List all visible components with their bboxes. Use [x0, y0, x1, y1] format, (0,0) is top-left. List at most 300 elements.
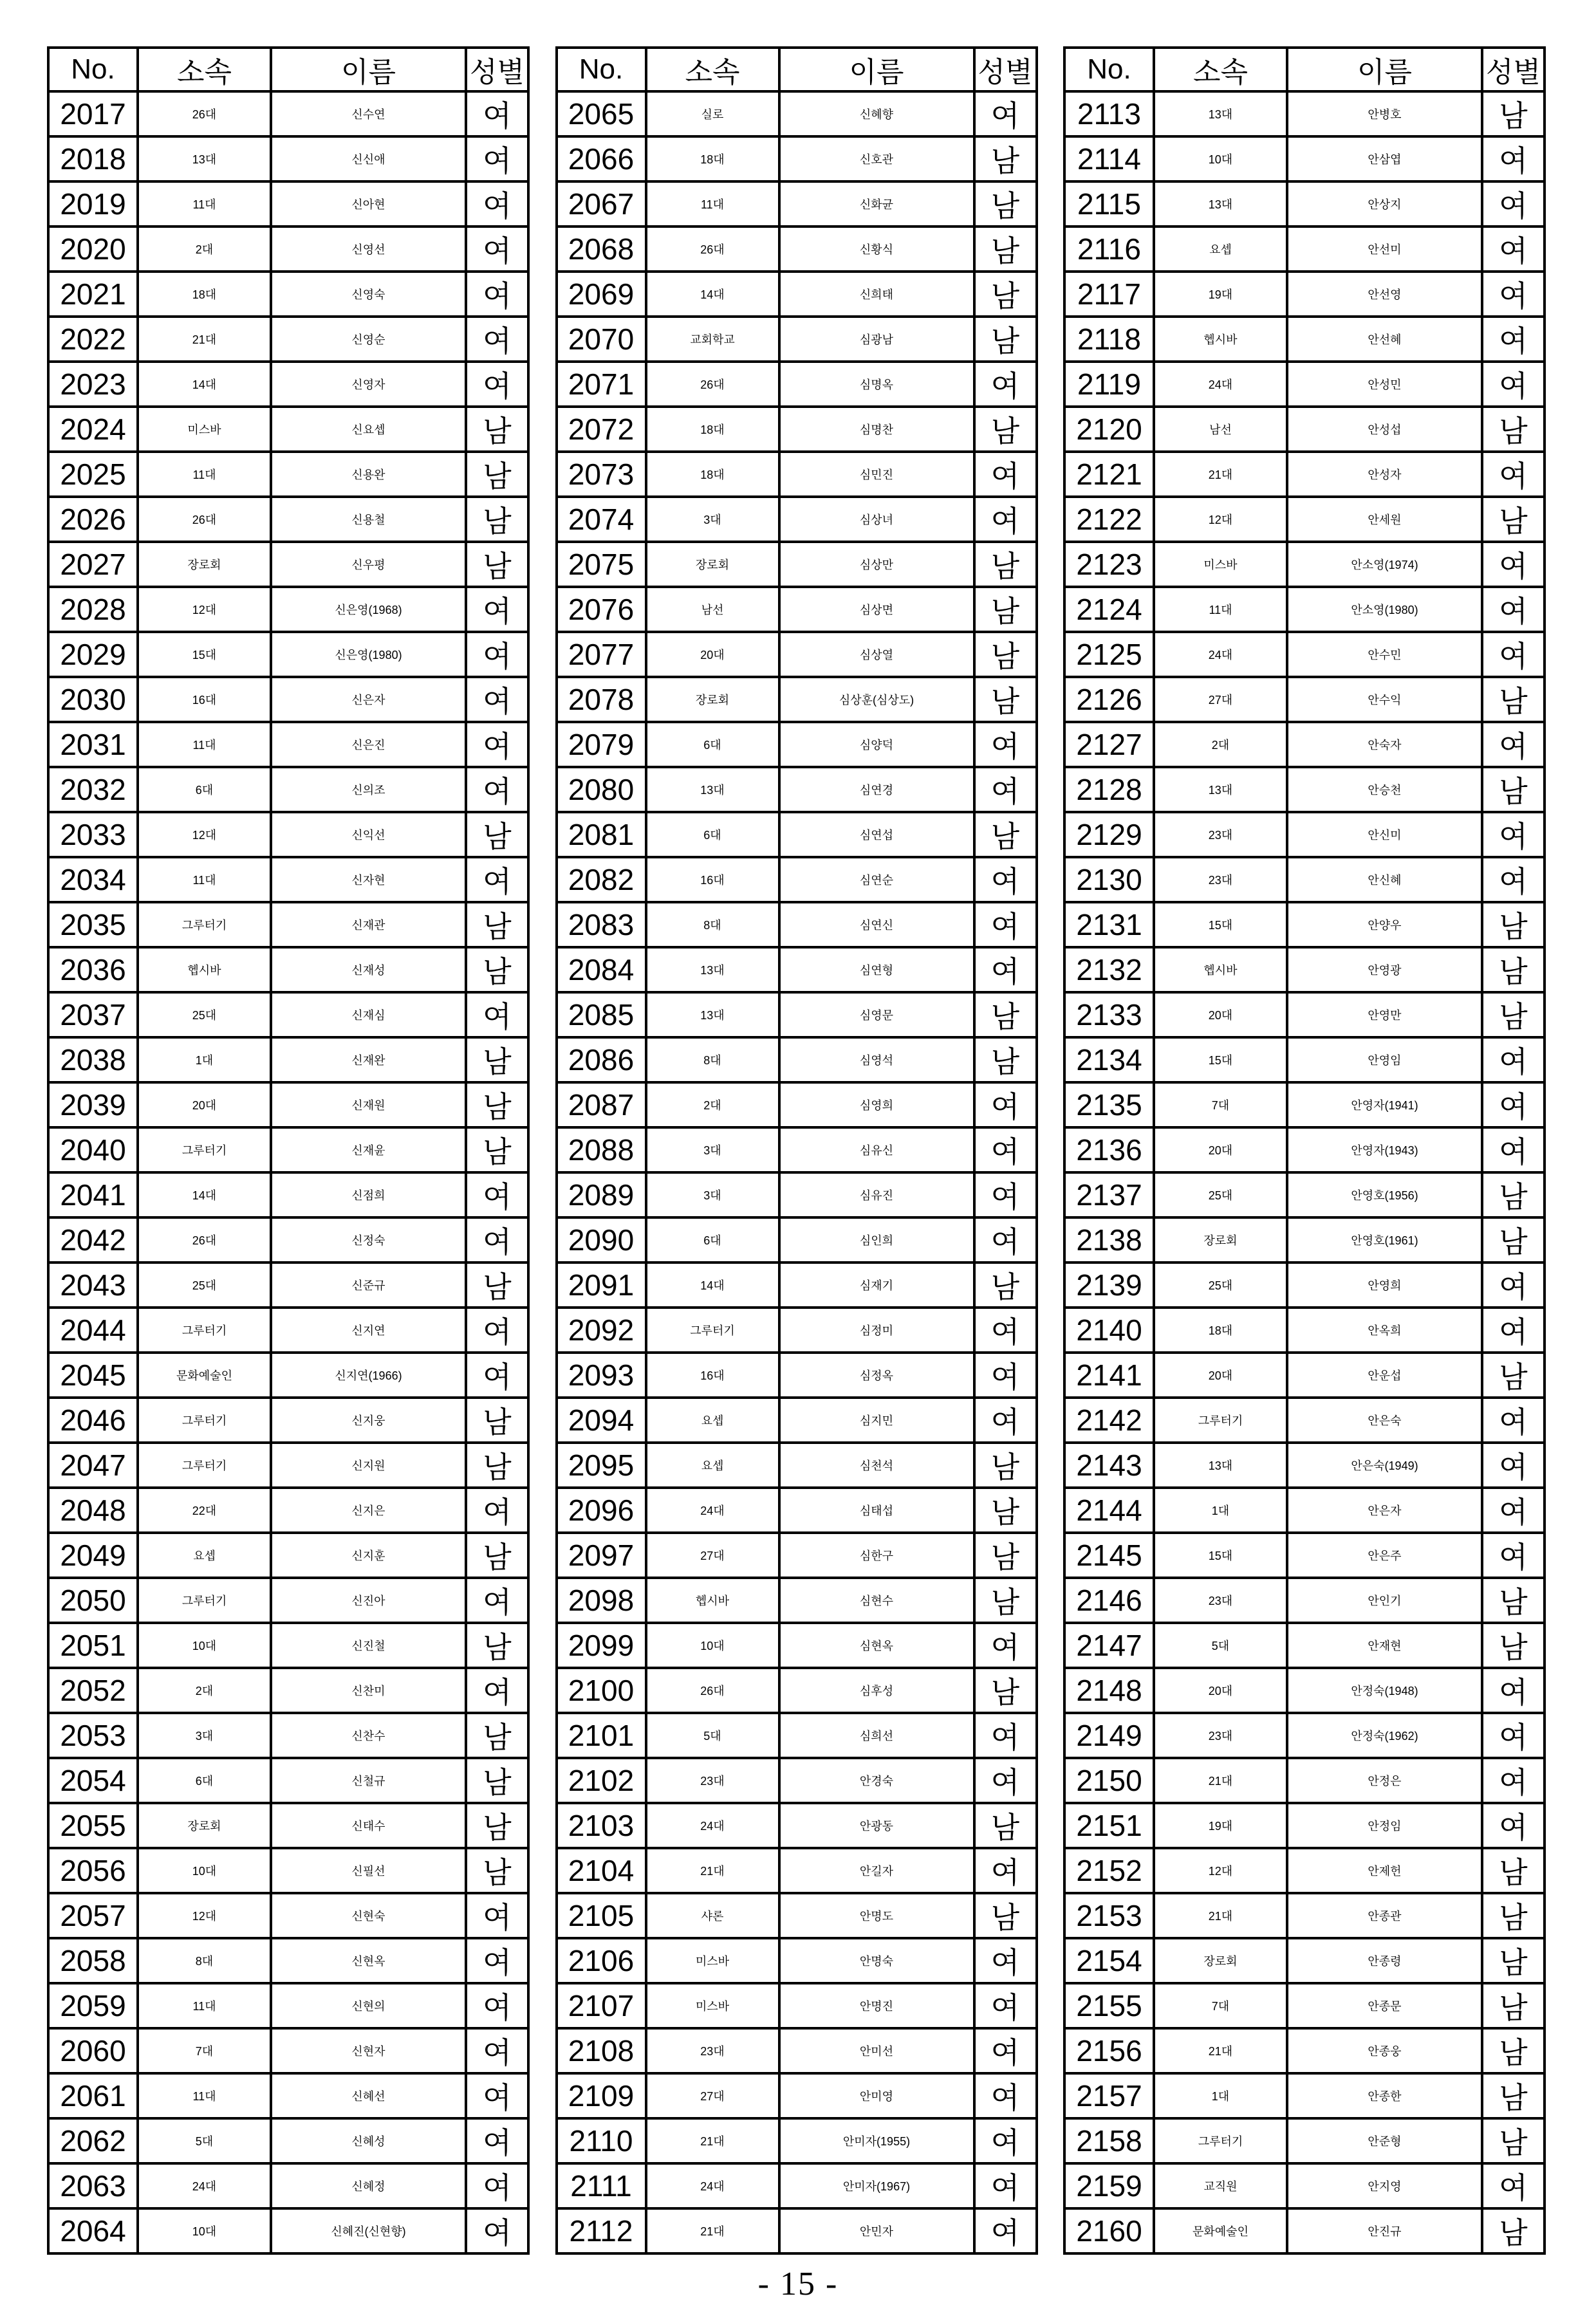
cell-name: 심천석: [779, 1443, 974, 1488]
cell-gender: 여: [466, 677, 528, 722]
cell-name: 심희선: [779, 1713, 974, 1758]
cell-gender: 여: [974, 947, 1037, 992]
cell-no: 2159: [1064, 2163, 1154, 2208]
cell-affiliation: 10대: [138, 2208, 271, 2253]
cell-no: 2143: [1064, 1443, 1154, 1488]
cell-no: 2068: [557, 227, 646, 272]
cell-name: 안준형: [1287, 2118, 1482, 2163]
cell-affiliation: 6대: [138, 1758, 271, 1803]
cell-name: 안수민: [1287, 632, 1482, 677]
cell-no: 2038: [48, 1037, 138, 1082]
cell-no: 2113: [1064, 91, 1154, 136]
cell-gender: 여: [974, 91, 1037, 136]
table-row: [1064, 1533, 1545, 1578]
cell-name: 안정임: [1287, 1803, 1482, 1848]
cell-gender: 여: [974, 2028, 1037, 2073]
cell-name: 신점희: [271, 1172, 466, 1217]
cell-no: 2138: [1064, 1217, 1154, 1262]
table-row: [1064, 1623, 1545, 1668]
cell-affiliation: 24대: [646, 1803, 779, 1848]
cell-name: 안신혜: [1287, 857, 1482, 902]
cell-no: 2085: [557, 992, 646, 1037]
cell-gender: 남: [974, 812, 1037, 857]
cell-name: 신황식: [779, 227, 974, 272]
cell-affiliation: 16대: [646, 1353, 779, 1398]
cell-gender: 여: [466, 1172, 528, 1217]
cell-no: 2053: [48, 1713, 138, 1758]
cell-name: 안종한: [1287, 2073, 1482, 2118]
table-row: [557, 1533, 1037, 1578]
table-row: [48, 1037, 528, 1082]
cell-gender: 남: [466, 902, 528, 947]
cell-no: 2111: [557, 2163, 646, 2208]
cell-no: 2157: [1064, 2073, 1154, 2118]
cell-affiliation: 18대: [646, 407, 779, 452]
cell-gender: 남: [974, 1533, 1037, 1578]
table-row: [1064, 1172, 1545, 1217]
cell-affiliation: 15대: [1154, 1037, 1287, 1082]
cell-gender: 남: [1482, 2118, 1545, 2163]
col-header-affiliation: 소속: [646, 48, 779, 91]
cell-gender: 남: [974, 136, 1037, 181]
table-row: [557, 767, 1037, 812]
table-row: [1064, 992, 1545, 1037]
cell-gender: 남: [1482, 497, 1545, 542]
cell-gender: 남: [974, 1262, 1037, 1308]
cell-affiliation: 27대: [646, 2073, 779, 2118]
cell-affiliation: 20대: [1154, 992, 1287, 1037]
header-row: [557, 48, 1037, 91]
cell-name: 안수익: [1287, 677, 1482, 722]
table-row: [557, 1308, 1037, 1353]
cell-gender: 여: [466, 857, 528, 902]
table-row: [557, 1353, 1037, 1398]
cell-gender: 남: [466, 542, 528, 587]
cell-affiliation: 7대: [1154, 1082, 1287, 1127]
cell-no: 2043: [48, 1262, 138, 1308]
cell-gender: 여: [1482, 1533, 1545, 1578]
table-row: [1064, 2028, 1545, 2073]
cell-gender: 여: [1482, 136, 1545, 181]
cell-name: 심상녀: [779, 497, 974, 542]
col-header-gender: 성별: [1482, 48, 1545, 91]
cell-gender: 여: [974, 1713, 1037, 1758]
cell-no: 2054: [48, 1758, 138, 1803]
cell-name: 안선영: [1287, 272, 1482, 317]
cell-no: 2101: [557, 1713, 646, 1758]
cell-name: 신용완: [271, 452, 466, 497]
cell-no: 2141: [1064, 1353, 1154, 1398]
cell-name: 안미선: [779, 2028, 974, 2073]
cell-no: 2037: [48, 992, 138, 1037]
cell-affiliation: 21대: [138, 317, 271, 362]
cell-no: 2134: [1064, 1037, 1154, 1082]
cell-name: 신영순: [271, 317, 466, 362]
table-row: [48, 2028, 528, 2073]
cell-no: 2094: [557, 1398, 646, 1443]
cell-gender: 여: [466, 1983, 528, 2028]
col-header-affiliation: 소속: [1154, 48, 1287, 91]
cell-gender: 남: [1482, 2073, 1545, 2118]
cell-name: 안정은: [1287, 1758, 1482, 1803]
cell-no: 2148: [1064, 1668, 1154, 1713]
cell-no: 2051: [48, 1623, 138, 1668]
cell-name: 심유신: [779, 1127, 974, 1172]
table-row: [1064, 2073, 1545, 2118]
cell-affiliation: 13대: [646, 947, 779, 992]
cell-gender: 남: [1482, 677, 1545, 722]
cell-affiliation: 15대: [1154, 902, 1287, 947]
table-row: [557, 1758, 1037, 1803]
cell-name: 안광동: [779, 1803, 974, 1848]
cell-gender: 여: [466, 181, 528, 227]
cell-no: 2149: [1064, 1713, 1154, 1758]
cell-affiliation: 23대: [1154, 857, 1287, 902]
cell-affiliation: 26대: [138, 497, 271, 542]
cell-affiliation: 11대: [138, 181, 271, 227]
cell-name: 신우평: [271, 542, 466, 587]
cell-no: 2021: [48, 272, 138, 317]
cell-no: 2098: [557, 1578, 646, 1623]
cell-gender: 남: [466, 1443, 528, 1488]
cell-affiliation: 헵시바: [138, 947, 271, 992]
cell-name: 신은진: [271, 722, 466, 767]
cell-name: 신재윤: [271, 1127, 466, 1172]
table-row: [48, 497, 528, 542]
cell-affiliation: 그루터기: [138, 1443, 271, 1488]
cell-no: 2020: [48, 227, 138, 272]
cell-no: 2152: [1064, 1848, 1154, 1893]
cell-no: 2071: [557, 362, 646, 407]
table-row: [1064, 2208, 1545, 2253]
cell-no: 2144: [1064, 1488, 1154, 1533]
cell-name: 안정숙(1962): [1287, 1713, 1482, 1758]
table-row: [557, 1893, 1037, 1938]
cell-affiliation: 남선: [646, 587, 779, 632]
cell-affiliation: 그루터기: [1154, 1398, 1287, 1443]
cell-gender: 여: [1482, 1713, 1545, 1758]
cell-name: 심정미: [779, 1308, 974, 1353]
table-row: [1064, 1262, 1545, 1308]
cell-no: 2090: [557, 1217, 646, 1262]
table-row: [1064, 362, 1545, 407]
table-row: [48, 767, 528, 812]
table-row: [1064, 587, 1545, 632]
cell-name: 심재기: [779, 1262, 974, 1308]
table-row: [48, 632, 528, 677]
cell-gender: 여: [466, 1668, 528, 1713]
cell-name: 심명찬: [779, 407, 974, 452]
cell-affiliation: 7대: [138, 2028, 271, 2073]
cell-gender: 남: [1482, 91, 1545, 136]
cell-affiliation: 26대: [138, 1217, 271, 1262]
table-row: [1064, 1713, 1545, 1758]
cell-affiliation: 3대: [138, 1713, 271, 1758]
cell-affiliation: 남선: [1154, 407, 1287, 452]
cell-no: 2092: [557, 1308, 646, 1353]
cell-name: 심태섭: [779, 1488, 974, 1533]
table-row: [1064, 317, 1545, 362]
cell-no: 2123: [1064, 542, 1154, 587]
table-row: [557, 272, 1037, 317]
cell-no: 2137: [1064, 1172, 1154, 1217]
cell-affiliation: 23대: [1154, 812, 1287, 857]
cell-affiliation: 요셉: [1154, 227, 1287, 272]
cell-no: 2110: [557, 2118, 646, 2163]
cell-gender: 여: [1482, 1803, 1545, 1848]
cell-gender: 남: [974, 1803, 1037, 1848]
cell-no: 2087: [557, 1082, 646, 1127]
table-row: [557, 1668, 1037, 1713]
cell-gender: 여: [1482, 857, 1545, 902]
cell-gender: 남: [1482, 1848, 1545, 1893]
table-row: [1064, 1578, 1545, 1623]
cell-name: 안소영(1974): [1287, 542, 1482, 587]
cell-gender: 남: [1482, 407, 1545, 452]
cell-affiliation: 2대: [646, 1082, 779, 1127]
cell-gender: 여: [1482, 181, 1545, 227]
cell-affiliation: 19대: [1154, 272, 1287, 317]
cell-name: 신혜선: [271, 2073, 466, 2118]
roster-table-middle: [555, 46, 1038, 2255]
table-row: [48, 1623, 528, 1668]
table-row: [48, 1533, 528, 1578]
cell-affiliation: 장로회: [1154, 1217, 1287, 1262]
cell-name: 신영자: [271, 362, 466, 407]
cell-affiliation: 8대: [646, 1037, 779, 1082]
table-row: [1064, 542, 1545, 587]
cell-name: 안은숙(1949): [1287, 1443, 1482, 1488]
cell-gender: 남: [466, 1623, 528, 1668]
cell-affiliation: 장로회: [646, 677, 779, 722]
cell-gender: 남: [1482, 902, 1545, 947]
cell-name: 안영호(1956): [1287, 1172, 1482, 1217]
cell-gender: 여: [974, 1983, 1037, 2028]
cell-name: 심양덕: [779, 722, 974, 767]
cell-affiliation: 그루터기: [138, 902, 271, 947]
cell-name: 심명옥: [779, 362, 974, 407]
cell-no: 2088: [557, 1127, 646, 1172]
table-row: [48, 1398, 528, 1443]
cell-no: 2142: [1064, 1398, 1154, 1443]
cell-no: 2118: [1064, 317, 1154, 362]
cell-gender: 여: [466, 1893, 528, 1938]
col-header-name: 이름: [1287, 48, 1482, 91]
cell-gender: 여: [974, 767, 1037, 812]
cell-affiliation: 11대: [138, 1983, 271, 2028]
cell-gender: 여: [1482, 227, 1545, 272]
cell-affiliation: 24대: [1154, 362, 1287, 407]
cell-name: 심현수: [779, 1578, 974, 1623]
col-header-affiliation: 소속: [138, 48, 271, 91]
table-row: [557, 1713, 1037, 1758]
cell-affiliation: 1대: [138, 1037, 271, 1082]
cell-no: 2075: [557, 542, 646, 587]
cell-name: 신현숙: [271, 1893, 466, 1938]
cell-no: 2120: [1064, 407, 1154, 452]
cell-no: 2091: [557, 1262, 646, 1308]
cell-affiliation: 장로회: [138, 542, 271, 587]
cell-gender: 남: [1482, 767, 1545, 812]
cell-affiliation: 11대: [138, 452, 271, 497]
cell-no: 2048: [48, 1488, 138, 1533]
cell-affiliation: 2대: [138, 1668, 271, 1713]
cell-gender: 남: [974, 1893, 1037, 1938]
cell-affiliation: 2대: [138, 227, 271, 272]
cell-name: 신정숙: [271, 1217, 466, 1262]
cell-gender: 여: [1482, 362, 1545, 407]
cell-name: 심상만: [779, 542, 974, 587]
table-row: [48, 722, 528, 767]
cell-gender: 여: [466, 1217, 528, 1262]
table-row: [48, 1353, 528, 1398]
cell-no: 2080: [557, 767, 646, 812]
table-row: [48, 1893, 528, 1938]
cell-affiliation: 26대: [138, 91, 271, 136]
cell-name: 안옥희: [1287, 1308, 1482, 1353]
cell-no: 2034: [48, 857, 138, 902]
cell-affiliation: 1대: [1154, 2073, 1287, 2118]
cell-name: 심지민: [779, 1398, 974, 1443]
cell-no: 2052: [48, 1668, 138, 1713]
cell-affiliation: 21대: [646, 2118, 779, 2163]
table-row: [557, 136, 1037, 181]
cell-affiliation: 20대: [138, 1082, 271, 1127]
table-row: [48, 272, 528, 317]
cell-gender: 여: [974, 722, 1037, 767]
cell-name: 심후성: [779, 1668, 974, 1713]
cell-affiliation: 14대: [646, 272, 779, 317]
cell-name: 신익선: [271, 812, 466, 857]
cell-name: 신아현: [271, 181, 466, 227]
cell-affiliation: 25대: [1154, 1172, 1287, 1217]
table-row: [557, 1983, 1037, 2028]
cell-name: 신지은: [271, 1488, 466, 1533]
table-row: [48, 1262, 528, 1308]
cell-name: 신찬수: [271, 1713, 466, 1758]
cell-no: 2126: [1064, 677, 1154, 722]
table-row: [48, 1983, 528, 2028]
col-header-gender: 성별: [466, 48, 528, 91]
cell-gender: 여: [466, 767, 528, 812]
table-row: [48, 2073, 528, 2118]
cell-gender: 남: [1482, 1623, 1545, 1668]
cell-name: 심현옥: [779, 1623, 974, 1668]
table-row: [557, 2073, 1037, 2118]
cell-affiliation: 21대: [1154, 452, 1287, 497]
table-row: [557, 812, 1037, 857]
cell-no: 2017: [48, 91, 138, 136]
table-row: [557, 317, 1037, 362]
cell-no: 2115: [1064, 181, 1154, 227]
cell-affiliation: 25대: [138, 1262, 271, 1308]
cell-affiliation: 16대: [138, 677, 271, 722]
cell-gender: 남: [466, 1848, 528, 1893]
table-row: [557, 1037, 1037, 1082]
cell-affiliation: 24대: [1154, 632, 1287, 677]
cell-no: 2067: [557, 181, 646, 227]
cell-no: 2039: [48, 1082, 138, 1127]
cell-affiliation: 헵시바: [646, 1578, 779, 1623]
cell-gender: 남: [974, 1668, 1037, 1713]
cell-affiliation: 23대: [1154, 1578, 1287, 1623]
cell-affiliation: 헵시바: [1154, 317, 1287, 362]
table-row: [1064, 1353, 1545, 1398]
cell-gender: 남: [466, 1803, 528, 1848]
cell-no: 2032: [48, 767, 138, 812]
table-row: [1064, 91, 1545, 136]
cell-no: 2030: [48, 677, 138, 722]
cell-name: 신용철: [271, 497, 466, 542]
table-row: [1064, 1127, 1545, 1172]
cell-no: 2028: [48, 587, 138, 632]
cell-name: 안선혜: [1287, 317, 1482, 362]
table-row: [557, 1488, 1037, 1533]
table-row: [1064, 767, 1545, 812]
cell-name: 안성자: [1287, 452, 1482, 497]
cell-no: 2105: [557, 1893, 646, 1938]
cell-gender: 남: [466, 407, 528, 452]
cell-gender: 여: [466, 2163, 528, 2208]
cell-gender: 남: [466, 452, 528, 497]
table-row: [48, 91, 528, 136]
cell-gender: 여: [466, 1938, 528, 1983]
cell-no: 2100: [557, 1668, 646, 1713]
cell-name: 심연형: [779, 947, 974, 992]
cell-name: 안영임: [1287, 1037, 1482, 1082]
cell-gender: 여: [466, 136, 528, 181]
cell-no: 2114: [1064, 136, 1154, 181]
cell-affiliation: 11대: [138, 2073, 271, 2118]
cell-no: 2145: [1064, 1533, 1154, 1578]
cell-name: 신재관: [271, 902, 466, 947]
cell-name: 안영호(1961): [1287, 1217, 1482, 1262]
cell-affiliation: 16대: [646, 857, 779, 902]
table-row: [557, 362, 1037, 407]
cell-gender: 여: [466, 1578, 528, 1623]
cell-gender: 여: [1482, 1082, 1545, 1127]
cell-name: 안승천: [1287, 767, 1482, 812]
table-row: [1064, 947, 1545, 992]
cell-name: 안지영: [1287, 2163, 1482, 2208]
cell-gender: 남: [466, 812, 528, 857]
cell-gender: 여: [974, 857, 1037, 902]
table-row: [1064, 2118, 1545, 2163]
cell-affiliation: 미스바: [138, 407, 271, 452]
cell-name: 신호관: [779, 136, 974, 181]
cell-no: 2133: [1064, 992, 1154, 1037]
cell-affiliation: 15대: [1154, 1533, 1287, 1578]
cell-no: 2084: [557, 947, 646, 992]
cell-affiliation: 헵시바: [1154, 947, 1287, 992]
cell-affiliation: 장로회: [646, 542, 779, 587]
cell-name: 심정옥: [779, 1353, 974, 1398]
cell-gender: 여: [974, 2208, 1037, 2253]
cell-affiliation: 21대: [646, 2208, 779, 2253]
cell-no: 2156: [1064, 2028, 1154, 2073]
cell-no: 2060: [48, 2028, 138, 2073]
cell-affiliation: 그루터기: [138, 1398, 271, 1443]
cell-affiliation: 13대: [646, 767, 779, 812]
cell-no: 2045: [48, 1353, 138, 1398]
cell-no: 2022: [48, 317, 138, 362]
cell-no: 2077: [557, 632, 646, 677]
table-row: [1064, 677, 1545, 722]
cell-name: 안영자(1943): [1287, 1127, 1482, 1172]
cell-no: 2057: [48, 1893, 138, 1938]
cell-gender: 남: [1482, 1578, 1545, 1623]
cell-name: 안종관: [1287, 1893, 1482, 1938]
